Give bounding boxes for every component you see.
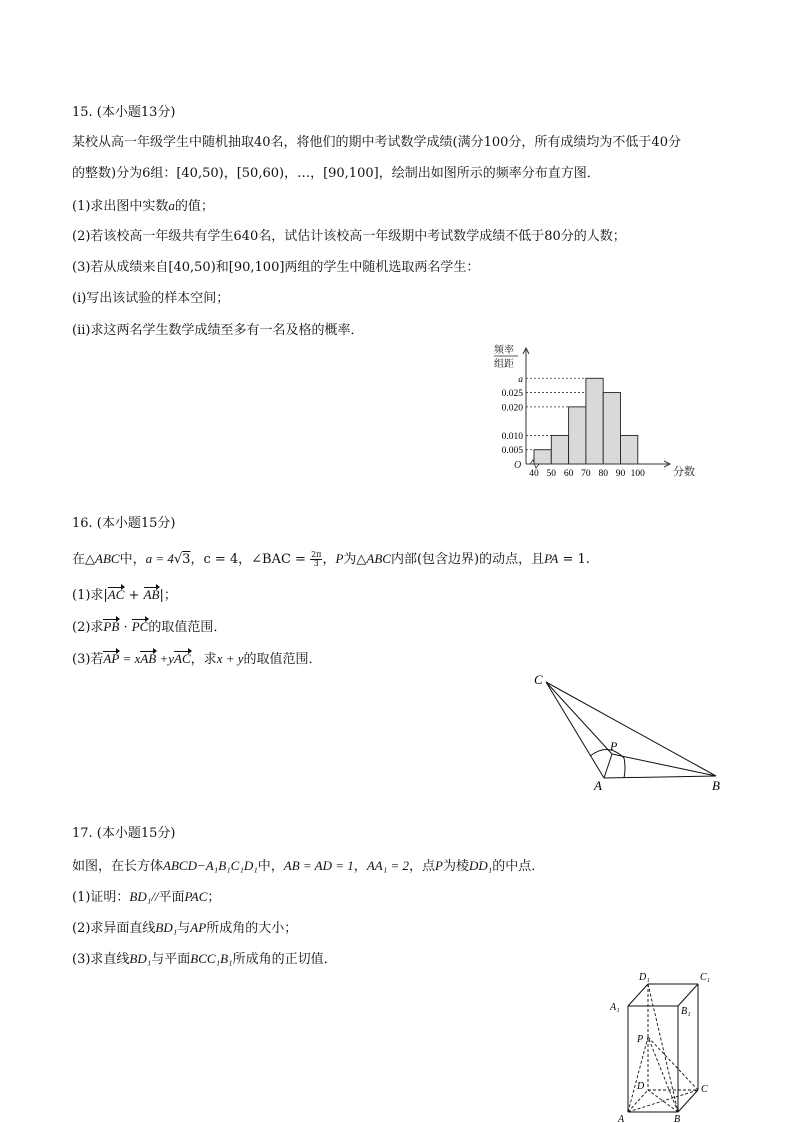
vector-pc: PC [131, 619, 149, 634]
q17-stem [72, 857, 544, 876]
q17-p3-bd1: BD₁ [129, 951, 152, 966]
q17-point-p: P [435, 858, 443, 873]
y-tick-label-2: 0.010 [501, 431, 523, 442]
q17-eq2: AA₁ = 2 [366, 858, 409, 873]
histogram-bar-6 [621, 435, 638, 464]
label-a: A [618, 1114, 625, 1123]
label-c: C [534, 672, 543, 687]
q16-side-a: a = 4 [145, 551, 174, 566]
q17-stem-a: 如图，在长方体 [72, 859, 164, 874]
q15-part1-text: (1)求出图中实数 [72, 199, 169, 214]
q16-angle-fraction [310, 551, 322, 568]
q17-stem-c: ， [353, 859, 367, 874]
q17-stem-b: 中， [257, 859, 284, 874]
q17-edge-dd1: DD₁ [468, 858, 493, 873]
q16-side-c-angle: ，c = 4，∠BAC = [190, 552, 311, 567]
label-c: C [701, 1084, 708, 1095]
q16-frac-den: 3 [313, 559, 319, 568]
label-d: D [637, 1081, 645, 1092]
q16-p1-pre: (1)求| [72, 588, 108, 603]
cuboid-dashed-edges [628, 984, 698, 1112]
cuboid-figure [604, 968, 724, 1123]
chart-y-ticks [502, 375, 524, 456]
chart-ylabel-top: 频率 [494, 345, 514, 356]
q17-p3-mid: 与平面 [151, 952, 191, 967]
chart-bars [534, 378, 638, 464]
chart-ylabel-bottom: 组距 [494, 359, 514, 370]
edge-cb [546, 682, 716, 776]
q16-p3-plus: +y [156, 651, 175, 666]
q16-part1 [72, 586, 177, 605]
q16-p1-post: |； [159, 588, 177, 603]
vector-ab: AB [143, 587, 160, 602]
q16-header: 16. (本小题15分) [72, 516, 176, 531]
q17-p2-bd1: BD₁ [155, 920, 178, 935]
segment-pa [604, 754, 612, 778]
x-tick-label-1: 40 [529, 469, 539, 479]
vector-pb: PB [103, 619, 120, 634]
y-tick-label-3: 0.020 [501, 403, 523, 414]
vector-ac-2: AC [174, 651, 191, 666]
q16-stem-c: ， [322, 552, 336, 567]
chart-x-ticks [529, 469, 645, 479]
x-tick-label-7: 100 [630, 469, 645, 479]
q17-header: 17. (本小题15分) [72, 826, 176, 841]
q16-part2 [72, 618, 226, 637]
chart-xlabel: 分数 [673, 466, 695, 478]
q16-stem-f: = 1. [558, 552, 590, 567]
q16-p2-pre: (2)求 [72, 620, 104, 635]
q17-p3-plane: BCC₁B₁ [190, 951, 233, 966]
q16-p2-post: 的取值范围． [148, 620, 227, 635]
q15-part1 [72, 197, 214, 216]
label-d1: D₁ [639, 972, 650, 983]
q16-p3-xy: x + y [216, 651, 244, 666]
q16-point-p: P [335, 551, 344, 566]
q17-stem-f: 的中点． [492, 859, 545, 874]
vector-ab-2: AB [140, 651, 157, 666]
q15-part1-end: 的值； [174, 199, 214, 214]
q17-eq1: AB = AD = 1 [283, 858, 354, 873]
q16-stem-abc: ABC [95, 551, 120, 566]
q16-p2-dot: · [119, 620, 132, 635]
q17-stem-e: 为棱 [442, 859, 469, 874]
histogram-bar-5 [603, 393, 620, 464]
histogram-chart [492, 340, 712, 485]
q17-p2-mid: 与 [177, 921, 191, 936]
x-tick-label-6: 90 [615, 469, 626, 479]
histogram-bar-3 [569, 407, 586, 464]
vector-ap: AP [103, 651, 120, 666]
q16-p1-plus: + [124, 588, 144, 603]
label-b: B [674, 1114, 681, 1123]
q16-sqrt-sign: √ [173, 552, 183, 567]
q16-part3 [72, 650, 322, 669]
q15-part3-ii: (ⅱ)求这两名学生数学成绩至多有一名及格的概率． [72, 323, 364, 338]
q16-stem-e: 内部(包含边界)的动点，且 [390, 552, 545, 567]
q15-part2: (2)若该校高一年级共有学生640名，试估计该校高一年级期中考试数学成绩不低于80分的人数； [72, 229, 626, 244]
q17-part1 [72, 888, 220, 907]
q16-stem [72, 550, 590, 569]
q16-p3-eq: = x [119, 651, 141, 666]
label-c1: C₁ [700, 972, 711, 983]
histogram-bar-2 [551, 435, 568, 464]
y-tick-label-1: 0.005 [501, 446, 523, 457]
q16-p3-pre: (3)若 [72, 652, 104, 667]
q15-part3: (3)若从成绩来自[40,50)和[90,100]两组的学生中随机选取两名学生： [72, 260, 480, 275]
q15-stem-line2: 的整数)分为6组：[40,50)，[50,60)，…，[90,100]，绘制出如图所示的频率分布直方图． [72, 166, 600, 181]
segment-pb [612, 754, 716, 776]
q16-sqrt-value: 3 [182, 552, 191, 567]
x-tick-label-2: 50 [546, 469, 557, 479]
q17-box-name: ABCD−A₁B₁C₁D₁ [163, 858, 258, 873]
label-b1: B₁ [681, 1006, 691, 1017]
q16-stem-d: 为△ [343, 552, 367, 567]
vector-ac: AC [107, 587, 125, 602]
q17-p2-ap: AP [190, 920, 207, 935]
q15-stem-line1: 某校从高一年级学生中随机抽取40名，将他们的期中考试数学成绩(满分100分，所有成绩均为不低于40分 [72, 135, 681, 150]
q15-header: 15. (本小题13分) [72, 105, 176, 120]
q15-part1-var: a [168, 198, 175, 213]
label-a: A [594, 778, 602, 793]
label-p: P [637, 1034, 644, 1045]
q17-p1-pac: PAC [184, 889, 208, 904]
segment-pc [546, 682, 612, 754]
q16-p3-mid: ，求 [190, 652, 217, 667]
q17-part2 [72, 919, 297, 938]
label-a1: A₁ [610, 1002, 620, 1013]
q16-stem-a: 在△ [72, 552, 95, 567]
triangle-figure [528, 668, 728, 798]
y-tick-label-4: 0.025 [501, 389, 523, 400]
q17-p2-pre: (2)求异面直线 [72, 921, 156, 936]
q17-stem-d: ，点 [409, 859, 436, 874]
q16-stem-b: 中， [119, 552, 146, 567]
y-tick-label-5: a [518, 374, 523, 385]
x-tick-label-4: 70 [581, 469, 591, 479]
q17-p3-post: 所成角的正切值． [232, 952, 337, 967]
q17-part3 [72, 950, 337, 969]
q17-p1-plane: 平面 [158, 890, 185, 905]
q16-stem-abc2: ABC [366, 551, 391, 566]
q16-pa: PA [544, 551, 559, 566]
histogram-bar-1 [534, 450, 551, 464]
q17-p1-post: ； [207, 890, 221, 905]
x-tick-label-5: 80 [598, 469, 608, 479]
q17-p2-post: 所成角的大小； [206, 921, 298, 936]
chart-origin-label: O [514, 460, 522, 471]
q17-p1-pre: (1)证明： [72, 890, 130, 905]
q17-p3-pre: (3)求直线 [72, 952, 130, 967]
edge-ca [546, 682, 604, 778]
q17-p1-line: BD₁// [129, 889, 159, 904]
q16-p3-post: 的取值范围． [243, 652, 322, 667]
q16-frac-num: 2π [311, 550, 322, 559]
label-b: B [712, 778, 720, 793]
x-tick-label-3: 60 [563, 469, 574, 479]
histogram-bar-4 [586, 378, 603, 464]
edge-ab [604, 776, 716, 778]
q15-part3-i: (ⅰ)写出该试验的样本空间； [72, 291, 230, 306]
label-p: P [610, 739, 618, 753]
